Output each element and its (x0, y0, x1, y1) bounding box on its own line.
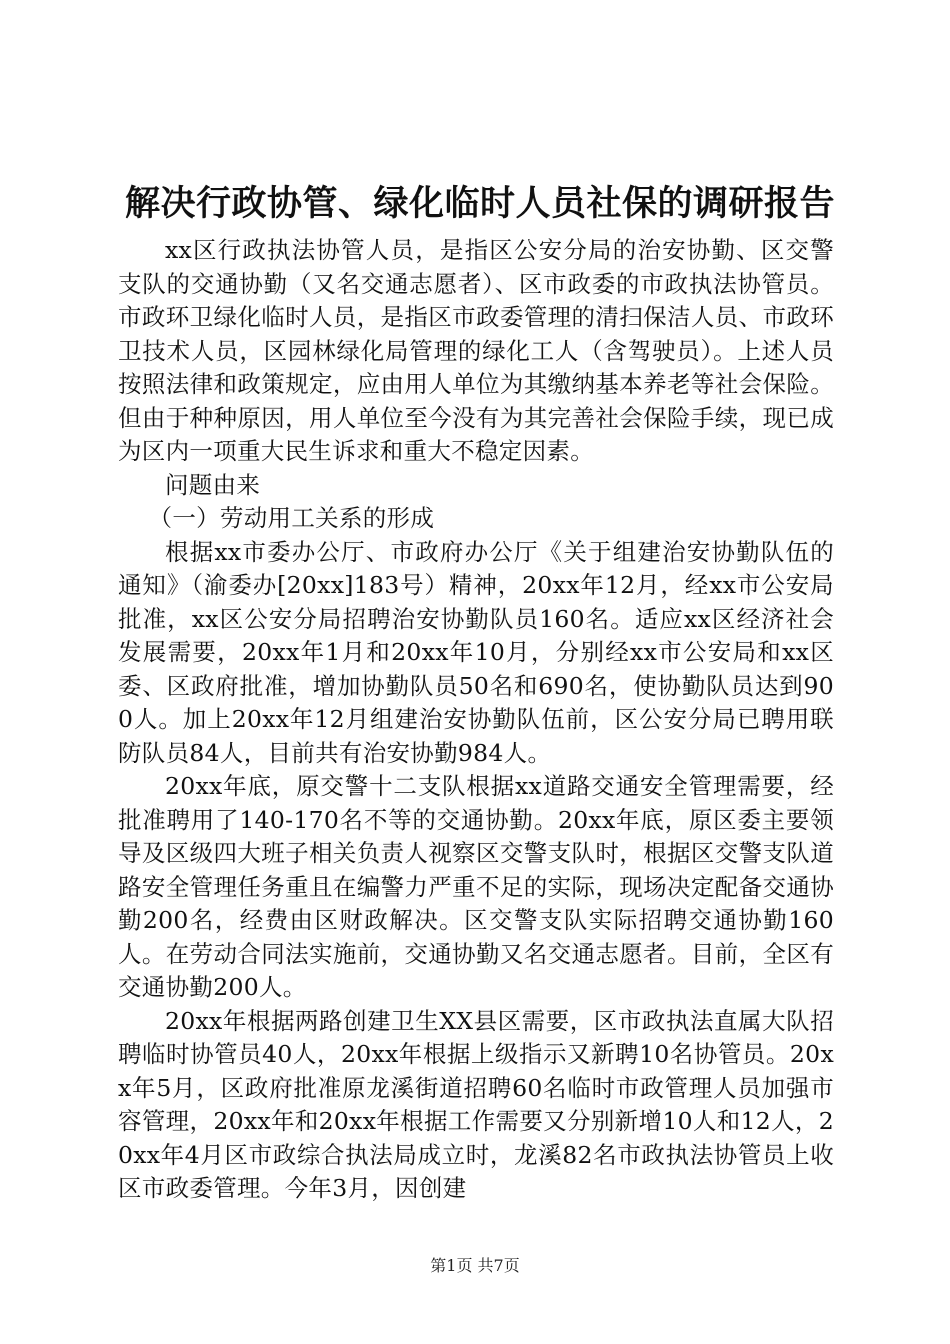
paragraph-traffic-assistants: 20xx年底，原交警十二支队根据xx道路交通安全管理需要，经批准聘用了140-170名不等的交通协勤。20xx年底，原区委主要领导及区级四大班子相关负责人视察区交警支队时，根据区交警支队道路安全管理任务重且在编警力严重不足的实际，现场决定配备交通协勤200名，经费由区财政解决。区交警支队实际招聘交通协勤160人。在劳动合同法实施前，交通协勤又名交通志愿者。目前，全区有交通协勤200人。 (118, 772, 834, 1001)
document-body (118, 234, 834, 1206)
section-heading: 问题由来 (165, 470, 261, 499)
paragraph-municipal-assistants: 20xx年根据两路创建卫生XX县区需要，区市政执法直属大队招聘临时协管员40人，20xx年根据上级指示又新聘10名协管员。20xx年5月，区政府批准原龙溪街道招聘60名临时市政管理人员加强市容管理，20xx年和20xx年根据工作需要又分别新增10人和12人，20xx年4月区市政综合执法局成立时，龙溪82名市政执法协管员上收区市政委管理。今年3月，因创建 (118, 1006, 834, 1202)
subsection-heading: （一）劳动用工关系的形成 (148, 504, 435, 532)
paragraph-security-patrol: 根据xx市委办公厅、市政府办公厅《关于组建治安协勤队伍的通知》（渝委办[20xx]183号）精神，20xx年12月，经xx市公安局批准，xx区公安分局招聘治安协勤队员160名。适应xx区经济社会发展需要，20xx年1月和20xx年10月，分别经xx市公安局和xx区委、区政府批准，增加协勤队员50名和690名，使协勤队员达到900人。加上20xx年12月组建治安协勤队伍前，区公安分局已聘用联防队员84人，目前共有治安协勤984人。 (118, 537, 834, 767)
paragraph-intro: xx区行政执法协管人员，是指区公安分局的治安协勤、区交警支队的交通协勤（又名交通志愿者）、区市政委的市政执法协管员。市政环卫绿化临时人员，是指区市政委管理的清扫保洁人员、市政环卫技术人员，区园林绿化局管理的绿化工人（含驾驶员）。上述人员按照法律和政策规定，应由用人单位为其缴纳基本养老等社会保险。但由于种种原因，用人单位至今没有为其完善社会保险手续，现已成为区内一项重大民生诉求和重大不稳定因素。 (118, 236, 834, 465)
page-footer: 第1页 共7页 (430, 1256, 520, 1275)
page-title: 解决行政协管、绿化临时人员社保的调研报告 (124, 183, 835, 224)
